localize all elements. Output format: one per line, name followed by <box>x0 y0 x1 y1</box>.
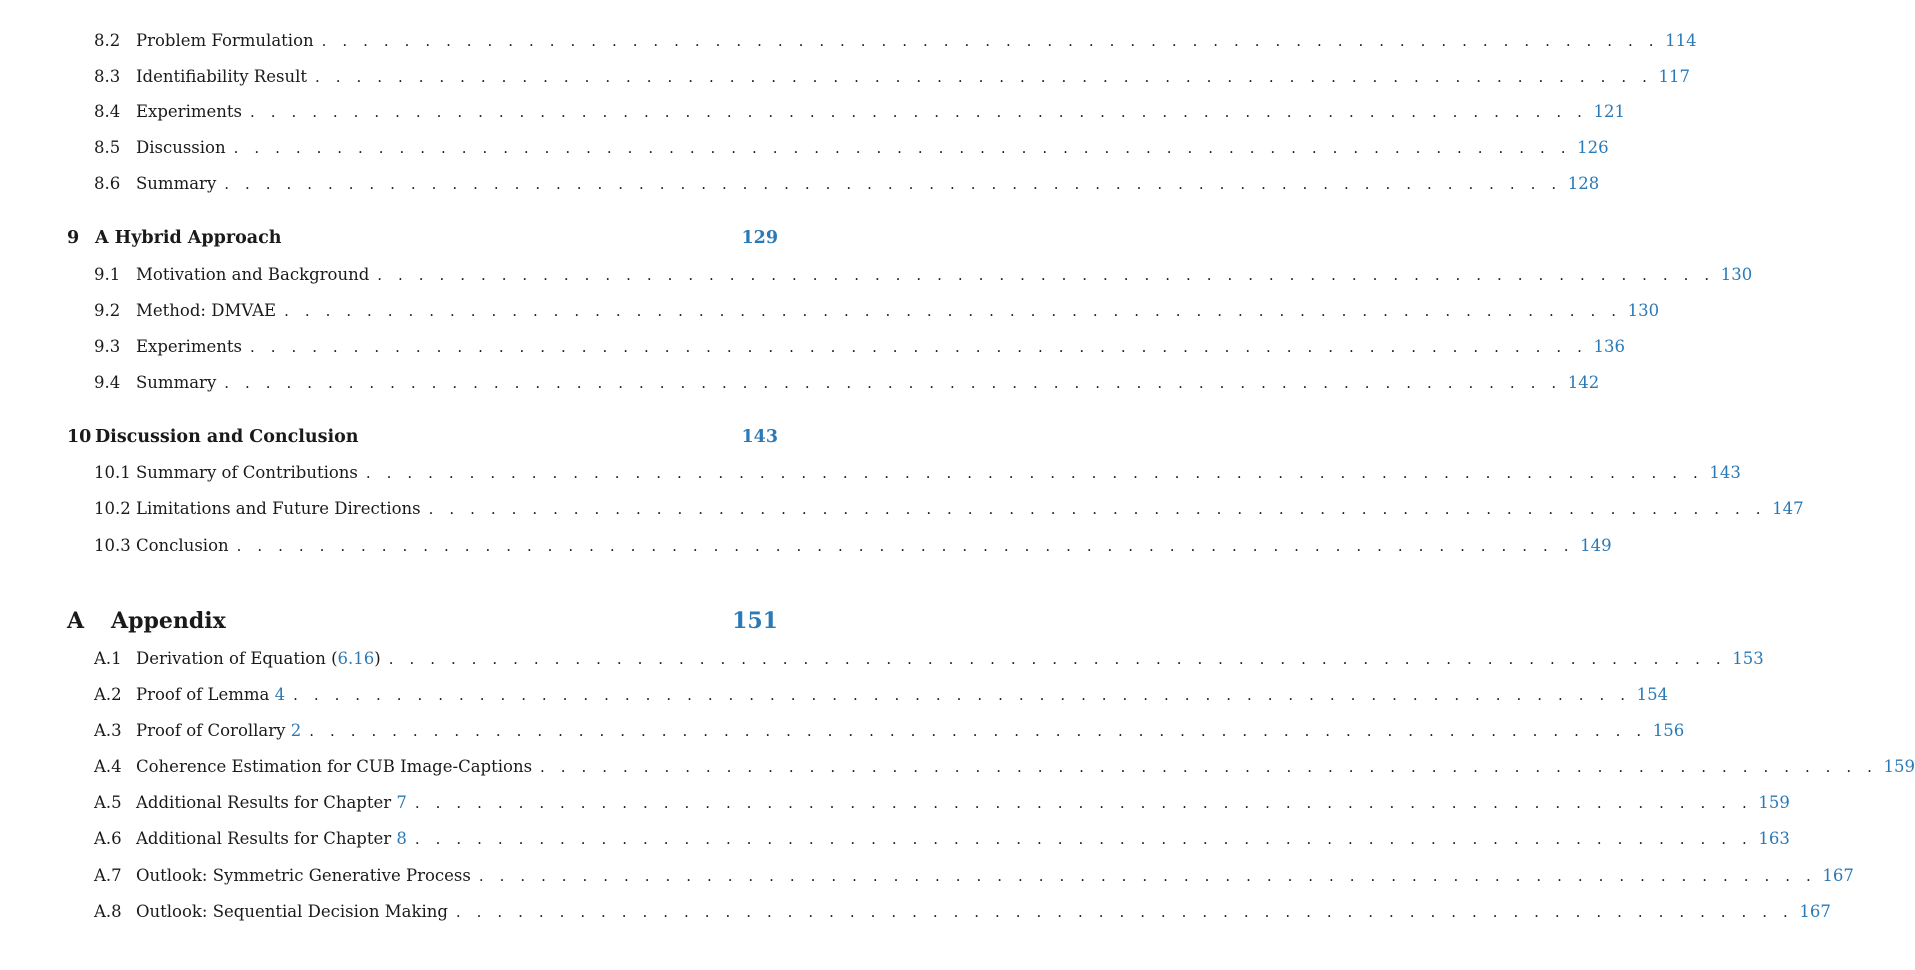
lemma-ref-link[interactable]: 4 <box>274 685 286 704</box>
section-title: Outlook: Sequential Decision Making <box>136 902 448 921</box>
page-link[interactable]: 167 <box>1822 866 1854 885</box>
page-link[interactable]: 114 <box>1665 31 1697 50</box>
section-title: Outlook: Symmetric Generative Process <box>136 866 471 885</box>
section-title: Additional Results for Chapter 7 <box>136 793 407 812</box>
dot-leader: . . . . . . . . . . . . . . . . . . . . . . . . . . . . . . . . . . . . . . . . . . . . . . . . . . . . . . . . . . . . . . . . . <box>478 867 1817 885</box>
page-link[interactable]: 128 <box>1567 174 1600 193</box>
section-title: Derivation of Equation (6.16) <box>136 649 381 668</box>
toc-entry[interactable] <box>94 900 1831 924</box>
dot-leader: . . . . . . . . . . . . . . . . . . . . . . . . . . . . . . . . . . . . . . . . . . . . . . . . . . . . . . . . . . . . . . . . . <box>321 32 1660 50</box>
dot-leader: . . . . . . . . . . . . . . . . . . . . . . . . . . . . . . . . . . . . . . . . . . . . . . . . . . . . . . . . . . . . . . . . . <box>455 903 1794 921</box>
section-title: Coherence Estimation for CUB Image-Captions <box>136 757 533 776</box>
section-number: 9.2 <box>94 301 121 320</box>
section-number: A.1 <box>94 649 122 668</box>
chapter-ref-link[interactable]: 8 <box>396 829 407 848</box>
toc-entry[interactable] <box>94 335 1625 359</box>
section-number: A.2 <box>94 685 122 704</box>
dot-leader: . . . . . . . . . . . . . . . . . . . . . . . . . . . . . . . . . . . . . . . . . . . . . . . . . . . . . . . . . . . . . . . . . <box>224 175 1562 193</box>
appendix-letter: A <box>67 608 85 634</box>
chapter-page-link[interactable]: 129 <box>741 228 778 248</box>
page-link[interactable]: 163 <box>1758 829 1790 848</box>
toc-entry[interactable] <box>94 791 1790 815</box>
dot-leader: . . . . . . . . . . . . . . . . . . . . . . . . . . . . . . . . . . . . . . . . . . . . . . . . . . . . . . . . . . . . . . . . . <box>377 266 1715 284</box>
section-title: Proof of Corollary 2 <box>136 721 302 740</box>
section-number: A.6 <box>94 829 122 848</box>
page-link[interactable]: 153 <box>1732 649 1764 668</box>
dot-leader: . . . . . . . . . . . . . . . . . . . . . . . . . . . . . . . . . . . . . . . . . . . . . . . . . . . . . . . . . . . . . . . . . <box>414 830 1753 848</box>
section-title: Limitations and Future Directions <box>136 499 421 518</box>
appendix-entry[interactable] <box>67 606 778 636</box>
appendix-page-link[interactable]: 151 <box>732 608 778 634</box>
page-link[interactable]: 154 <box>1636 685 1669 704</box>
dot-leader: . . . . . . . . . . . . . . . . . . . . . . . . . . . . . . . . . . . . . . . . . . . . . . . . . . . . . . . . . . . . . . . . . <box>414 794 1753 812</box>
toc-entry[interactable] <box>94 65 1690 89</box>
dot-leader: . . . . . . . . . . . . . . . . . . . . . . . . . . . . . . . . . . . . . . . . . . . . . . . . . . . . . . . . . . . . . . . . . <box>284 302 1622 320</box>
page-link[interactable]: 117 <box>1658 67 1690 86</box>
section-title: Proof of Lemma 4 <box>136 685 286 704</box>
toc-entry[interactable] <box>94 497 1804 521</box>
page-link[interactable]: 121 <box>1593 102 1625 121</box>
section-number: 9.3 <box>94 337 121 356</box>
page-link[interactable]: 143 <box>1709 463 1741 482</box>
section-title: Summary <box>136 174 217 193</box>
appendix-title: Appendix <box>111 608 226 634</box>
corollary-ref-link[interactable]: 2 <box>290 721 302 740</box>
chapter-number: 9 <box>67 228 80 248</box>
section-number: 10.1 <box>94 463 131 482</box>
page-link[interactable]: 149 <box>1580 536 1612 555</box>
chapter-entry[interactable] <box>67 225 778 251</box>
toc-entry[interactable] <box>94 683 1669 707</box>
toc-entry[interactable] <box>94 299 1660 323</box>
page-link[interactable]: 147 <box>1772 499 1804 518</box>
dot-leader: . . . . . . . . . . . . . . . . . . . . . . . . . . . . . . . . . . . . . . . . . . . . . . . . . . . . . . . . . . . . . . . . . <box>249 103 1588 121</box>
toc-entry[interactable] <box>94 371 1600 395</box>
section-number: 8.2 <box>94 31 121 50</box>
toc-entry[interactable] <box>94 461 1741 485</box>
page-link[interactable]: 167 <box>1799 902 1831 921</box>
dot-leader: . . . . . . . . . . . . . . . . . . . . . . . . . . . . . . . . . . . . . . . . . . . . . . . . . . . . . . . . . . . . . . . . . <box>540 758 1878 776</box>
section-number: 8.6 <box>94 174 121 193</box>
dot-leader: . . . . . . . . . . . . . . . . . . . . . . . . . . . . . . . . . . . . . . . . . . . . . . . . . . . . . . . . . . . . . . . . . <box>365 464 1704 482</box>
chapter-title: Discussion and Conclusion <box>95 427 359 447</box>
chapter-title: A Hybrid Approach <box>95 228 282 248</box>
section-number: 9.1 <box>94 265 121 284</box>
equation-ref-link[interactable]: 6.16 <box>337 649 375 668</box>
toc-entry[interactable] <box>94 29 1697 53</box>
section-title: Additional Results for Chapter 8 <box>136 829 407 848</box>
section-number: A.8 <box>94 902 122 921</box>
page-link[interactable]: 156 <box>1652 721 1685 740</box>
toc-entry[interactable] <box>94 100 1625 124</box>
page-link[interactable]: 130 <box>1720 265 1753 284</box>
toc-entry[interactable] <box>94 172 1600 196</box>
page-link[interactable]: 126 <box>1577 138 1609 157</box>
toc-entry[interactable] <box>94 864 1854 888</box>
chapter-number: 10 <box>67 427 92 447</box>
chapter-entry[interactable] <box>67 424 778 450</box>
dot-leader: . . . . . . . . . . . . . . . . . . . . . . . . . . . . . . . . . . . . . . . . . . . . . . . . . . . . . . . . . . . . . . . . . <box>236 537 1575 555</box>
page-link[interactable]: 159 <box>1883 757 1915 776</box>
toc-entry[interactable] <box>94 755 1915 779</box>
toc-entry[interactable] <box>94 534 1612 558</box>
toc-entry[interactable] <box>94 263 1753 287</box>
section-number: A.5 <box>94 793 122 812</box>
section-title: Discussion <box>136 138 226 157</box>
section-number: 10.3 <box>94 536 131 555</box>
section-title: Conclusion <box>136 536 229 555</box>
section-number: A.3 <box>94 721 122 740</box>
section-number: A.7 <box>94 866 122 885</box>
section-number: 8.5 <box>94 138 121 157</box>
dot-leader: . . . . . . . . . . . . . . . . . . . . . . . . . . . . . . . . . . . . . . . . . . . . . . . . . . . . . . . . . . . . . . . . . <box>315 68 1653 86</box>
toc-entry[interactable] <box>94 136 1609 160</box>
section-number: A.4 <box>94 757 122 776</box>
section-title: Summary of Contributions <box>136 463 358 482</box>
dot-leader: . . . . . . . . . . . . . . . . . . . . . . . . . . . . . . . . . . . . . . . . . . . . . . . . . . . . . . . . . . . . . . . . . <box>249 338 1588 356</box>
page-link[interactable]: 136 <box>1593 337 1625 356</box>
page-link[interactable]: 159 <box>1758 793 1790 812</box>
section-title: Motivation and Background <box>136 265 370 284</box>
section-title: Problem Formulation <box>136 31 314 50</box>
section-number: 8.4 <box>94 102 121 121</box>
page-link[interactable]: 142 <box>1567 373 1600 392</box>
section-title: Summary <box>136 373 217 392</box>
section-title: Identifiability Result <box>136 67 308 86</box>
page-link[interactable]: 130 <box>1627 301 1660 320</box>
section-number: 8.3 <box>94 67 121 86</box>
dot-leader: . . . . . . . . . . . . . . . . . . . . . . . . . . . . . . . . . . . . . . . . . . . . . . . . . . . . . . . . . . . . . . . . . <box>388 650 1727 668</box>
toc-entry[interactable] <box>94 827 1790 851</box>
chapter-page-link[interactable]: 143 <box>741 427 778 447</box>
section-number: 9.4 <box>94 373 121 392</box>
dot-leader: . . . . . . . . . . . . . . . . . . . . . . . . . . . . . . . . . . . . . . . . . . . . . . . . . . . . . . . . . . . . . . . . . <box>428 500 1767 518</box>
section-title: Method: DMVAE <box>136 301 277 320</box>
toc-entry[interactable] <box>94 647 1764 671</box>
chapter-ref-link[interactable]: 7 <box>396 793 407 812</box>
section-title: Experiments <box>136 337 242 356</box>
section-title: Experiments <box>136 102 242 121</box>
dot-leader: . . . . . . . . . . . . . . . . . . . . . . . . . . . . . . . . . . . . . . . . . . . . . . . . . . . . . . . . . . . . . . . . . <box>224 374 1562 392</box>
dot-leader: . . . . . . . . . . . . . . . . . . . . . . . . . . . . . . . . . . . . . . . . . . . . . . . . . . . . . . . . . . . . . . . . . <box>293 686 1631 704</box>
dot-leader: . . . . . . . . . . . . . . . . . . . . . . . . . . . . . . . . . . . . . . . . . . . . . . . . . . . . . . . . . . . . . . . . . <box>309 722 1647 740</box>
section-number: 10.2 <box>94 499 131 518</box>
dot-leader: . . . . . . . . . . . . . . . . . . . . . . . . . . . . . . . . . . . . . . . . . . . . . . . . . . . . . . . . . . . . . . . . . <box>233 139 1572 157</box>
toc-entry[interactable] <box>94 719 1685 743</box>
